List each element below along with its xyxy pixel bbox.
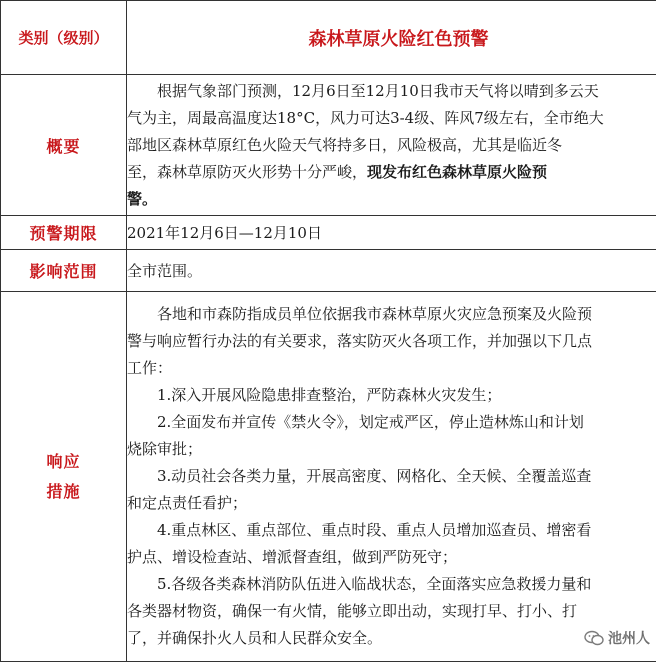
response-line: 护点、增设检查站、增派督查组，做到严防死守； — [127, 544, 656, 571]
overview-line — [127, 186, 656, 213]
wechat-icon — [584, 630, 604, 646]
overview-line — [127, 159, 656, 186]
overview-line: 根据气象部门预测，12月6日至12月10日我市天气将以晴到多云天 — [127, 78, 656, 105]
overview-row — [1, 75, 656, 216]
overview-emphasis-end: 警。 — [127, 190, 157, 208]
response-line: 3.动员社会各类力量，开展高密度、网格化、全天候、全覆盖巡查 — [127, 463, 656, 490]
response-label-line1: 响应 — [1, 447, 126, 477]
response-row — [1, 292, 656, 662]
watermark — [584, 628, 650, 648]
scope-row — [1, 250, 656, 292]
response-line: 了，并确保扑火人员和人民群众安全。 — [127, 625, 656, 652]
response-line: 5.各级各类森林消防队伍进入临战状态，全面落实应急救援力量和 — [127, 571, 656, 598]
scope-label: 影响范围 — [1, 250, 127, 292]
response-label — [1, 292, 127, 662]
response-content — [127, 292, 656, 662]
response-line: 和定点责任看护； — [127, 490, 656, 517]
period-row — [1, 216, 656, 250]
overview-emphasis: 现发布红色森林草原火险预 — [367, 163, 547, 181]
warning-title: 森林草原火险红色预警 — [127, 1, 656, 75]
response-line: 烧除审批； — [127, 436, 656, 463]
response-line: 4.重点林区、重点部位、重点时段、重点人员增加巡查员、增密看 — [127, 517, 656, 544]
overview-content — [127, 75, 656, 216]
overview-label: 概要 — [1, 75, 127, 216]
overview-line: 气为主，周最高温度达18°C，风力可达3-4级、阵风7级左右，全市绝大 — [127, 105, 656, 132]
response-line: 2.全面发布并宣传《禁火令》，划定戒严区，停止造林炼山和计划 — [127, 409, 656, 436]
response-line: 各类器材物资，确保一有火情，能够立即出动，实现打早、打小、打 — [127, 598, 656, 625]
period-label: 预警期限 — [1, 216, 127, 250]
overview-line-text: 至，森林草原防灭火形势十分严峻， — [127, 163, 367, 181]
watermark-text: 池州人 — [608, 628, 650, 648]
period-value: 2021年12月6日—12月10日 — [127, 216, 656, 250]
header-row — [1, 1, 656, 75]
response-line: 1.深入开展风险隐患排查整治，严防森林火灾发生； — [127, 382, 656, 409]
response-line: 各地和市森防指成员单位依据我市森林草原火灾应急预案及火险预 — [127, 301, 656, 328]
overview-line: 部地区森林草原红色火险天气将持多日，风险极高，尤其是临近冬 — [127, 132, 656, 159]
response-line: 工作： — [127, 355, 656, 382]
response-line: 警与响应暂行办法的有关要求，落实防灭火各项工作，并加强以下几点 — [127, 328, 656, 355]
response-label-line2: 措施 — [1, 477, 126, 507]
scope-value: 全市范围。 — [127, 250, 656, 292]
category-label: 类别（级别） — [1, 1, 127, 75]
